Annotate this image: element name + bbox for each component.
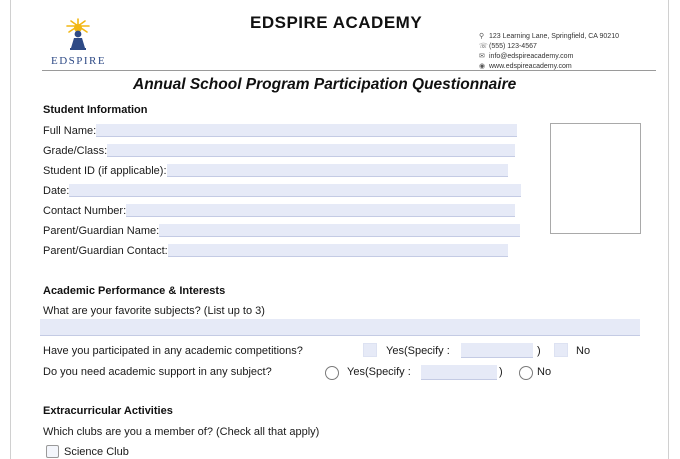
email-text: info@edspireacademy.com xyxy=(489,53,574,60)
field-label: Student ID (if applicable): xyxy=(43,165,167,177)
field-label: Parent/Guardian Name: xyxy=(43,225,160,237)
logo-wordmark: EDSPIRE xyxy=(51,55,107,67)
email-row xyxy=(479,52,619,62)
full-name-field[interactable] xyxy=(96,124,517,137)
contact-block xyxy=(479,32,619,72)
location-pin-icon: ⚲ xyxy=(479,33,485,40)
header-divider xyxy=(42,70,656,71)
phone-row xyxy=(479,42,619,52)
competitions-no-checkbox[interactable] xyxy=(554,343,568,357)
support-close-paren: ) xyxy=(499,366,503,378)
form-row-guardian-name xyxy=(43,223,520,237)
competitions-close-paren: ) xyxy=(537,345,541,357)
globe-icon: ◉ xyxy=(479,63,486,70)
academy-name: EDSPIRE ACADEMY xyxy=(250,13,423,32)
student-id-field[interactable] xyxy=(167,164,508,177)
field-label: Full Name: xyxy=(43,125,97,137)
competitions-yes-checkbox[interactable] xyxy=(363,343,377,357)
section-title-student-info: Student Information xyxy=(43,104,148,116)
field-label: Contact Number: xyxy=(43,205,127,217)
field-label: Grade/Class: xyxy=(43,145,108,157)
form-row-full-name xyxy=(43,123,517,137)
support-yes-radio[interactable] xyxy=(325,366,339,380)
field-label: Parent/Guardian Contact: xyxy=(43,245,168,257)
form-row-grade xyxy=(43,143,515,157)
website-text: www.edspireacademy.com xyxy=(489,63,572,70)
competitions-no-label: No xyxy=(576,345,591,357)
competitions-yes-label: Yes(Specify : xyxy=(386,345,450,357)
date-field[interactable] xyxy=(69,184,521,197)
form-row-guardian-contact xyxy=(43,243,508,257)
form-row-contact-number xyxy=(43,203,515,217)
competitions-question: Have you participated in any academic competitions? xyxy=(43,345,303,357)
support-specify-field[interactable] xyxy=(421,365,497,380)
section-title-extracurricular: Extracurricular Activities xyxy=(43,405,173,417)
address-text: 123 Learning Lane, Springfield, CA 90210 xyxy=(489,33,619,40)
page-right-edge xyxy=(668,0,669,459)
phone-text: (555) 123-4567 xyxy=(489,43,537,50)
section-title-academic: Academic Performance & Interests xyxy=(43,285,226,297)
envelope-icon: ✉ xyxy=(479,53,485,60)
grade-class-field[interactable] xyxy=(107,144,515,157)
support-no-label: No xyxy=(537,366,552,378)
favorite-subjects-field[interactable] xyxy=(40,319,640,336)
guardian-name-field[interactable] xyxy=(159,224,520,237)
support-question: Do you need academic support in any subject? xyxy=(43,366,272,378)
phone-icon: ☏ xyxy=(479,43,488,50)
page-left-edge xyxy=(10,0,11,459)
address-row xyxy=(479,32,619,42)
support-no-radio[interactable] xyxy=(519,366,533,380)
science-club-label: Science Club xyxy=(64,446,129,458)
support-yes-label: Yes(Specify : xyxy=(347,366,411,378)
form-row-student-id xyxy=(43,163,508,177)
science-club-checkbox[interactable] xyxy=(46,445,59,458)
contact-number-field[interactable] xyxy=(126,204,515,217)
competitions-specify-field[interactable] xyxy=(461,343,533,358)
photo-box[interactable] xyxy=(550,123,641,234)
field-label: Date: xyxy=(43,185,70,197)
form-title: Annual School Program Participation Questionnaire xyxy=(133,76,517,93)
subjects-question: What are your favorite subjects? (List up to 3) xyxy=(43,305,265,317)
form-row-date xyxy=(43,183,521,197)
clubs-question: Which clubs are you a member of? (Check all that apply) xyxy=(43,426,320,438)
guardian-contact-field[interactable] xyxy=(168,244,508,257)
